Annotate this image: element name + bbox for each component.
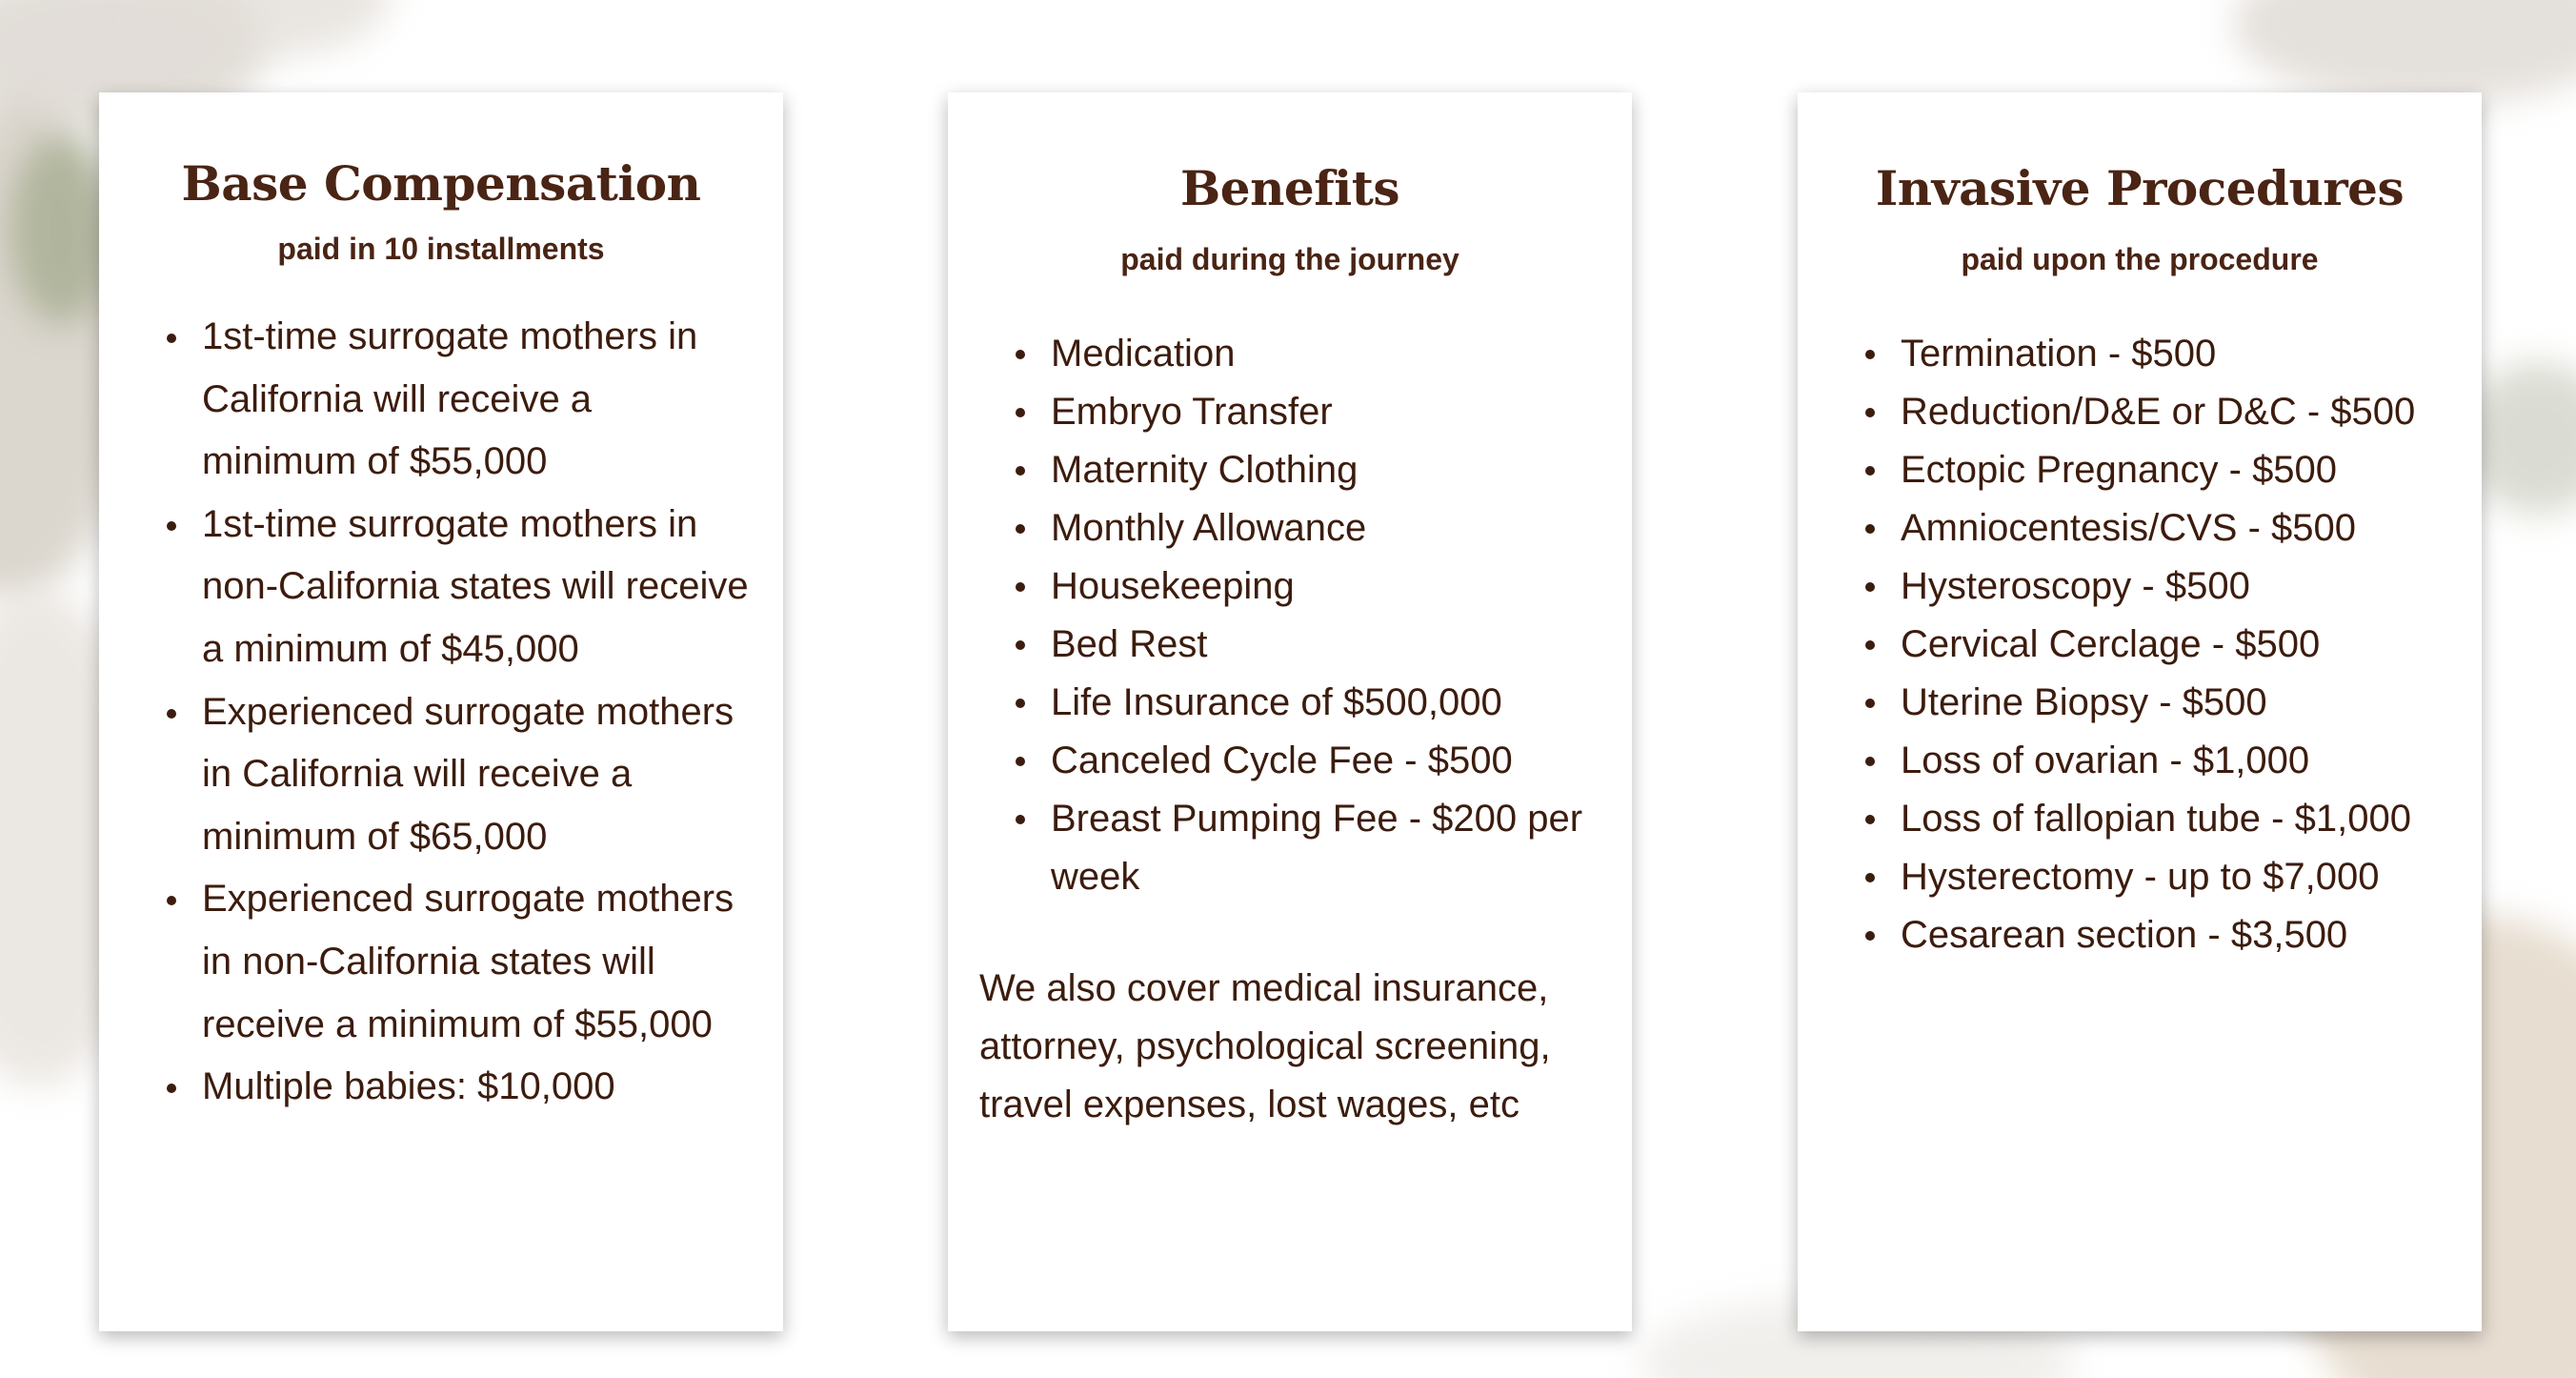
list-item: Medication [1051,325,1584,383]
list-item: 1st-time surrogate mothers in non-California states will receive a minimum of $45,000 [202,494,755,681]
benefits-note: We also cover medical insurance, attorney, psychological screening, travel expenses, lost wages, etc [979,967,1551,1125]
list-item: Embryo Transfer [1051,383,1584,441]
card-title: Base Compensation [181,155,701,212]
list-item: Multiple babies: $10,000 [202,1056,755,1119]
list-item: 1st-time surrogate mothers in California will receive a minimum of $55,000 [202,306,755,494]
list-item: Experienced surrogate mothers in California will receive a minimum of $65,000 [202,681,755,869]
list-item: Canceled Cycle Fee - $500 [1051,732,1584,790]
list-item: Cervical Cerclage - $500 [1901,616,2472,674]
list-item: Cesarean section - $3,500 [1901,906,2472,964]
list-item: Breast Pumping Fee - $200 per week [1051,790,1584,906]
card-subtitle: paid during the journey [1120,242,1459,276]
card-subtitle: paid upon the procedure [1961,242,2319,276]
list-item: Life Insurance of $500,000 [1051,674,1584,732]
procedures-list [1901,325,2472,964]
list-item: Reduction/D&E or D&C - $500 [1901,383,2472,441]
list-item: Housekeeping [1051,557,1584,616]
list-item: Amniocentesis/CVS - $500 [1901,499,2472,557]
card-subtitle: paid in 10 installments [277,232,605,266]
base-compensation-card [99,92,783,1331]
card-title: Benefits [1180,160,1399,216]
bg-texture [2233,0,2576,105]
card-title: Invasive Procedures [1875,160,2405,216]
list-item: Loss of fallopian tube - $1,000 [1901,790,2472,848]
list-item: Hysterectomy - up to $7,000 [1901,848,2472,906]
benefits-card [948,92,1632,1331]
list-item: Experienced surrogate mothers in non-California states will receive a minimum of $55,000 [202,868,755,1056]
list-item: Hysteroscopy - $500 [1901,557,2472,616]
list-item: Termination - $500 [1901,325,2472,383]
list-item: Ectopic Pregnancy - $500 [1901,441,2472,499]
list-item: Maternity Clothing [1051,441,1584,499]
list-item: Loss of ovarian - $1,000 [1901,732,2472,790]
list-item: Bed Rest [1051,616,1584,674]
list-item: Monthly Allowance [1051,499,1584,557]
list-item: Uterine Biopsy - $500 [1901,674,2472,732]
invasive-procedures-card [1798,92,2482,1331]
compensation-list [202,306,755,1119]
benefits-list [1051,325,1584,906]
